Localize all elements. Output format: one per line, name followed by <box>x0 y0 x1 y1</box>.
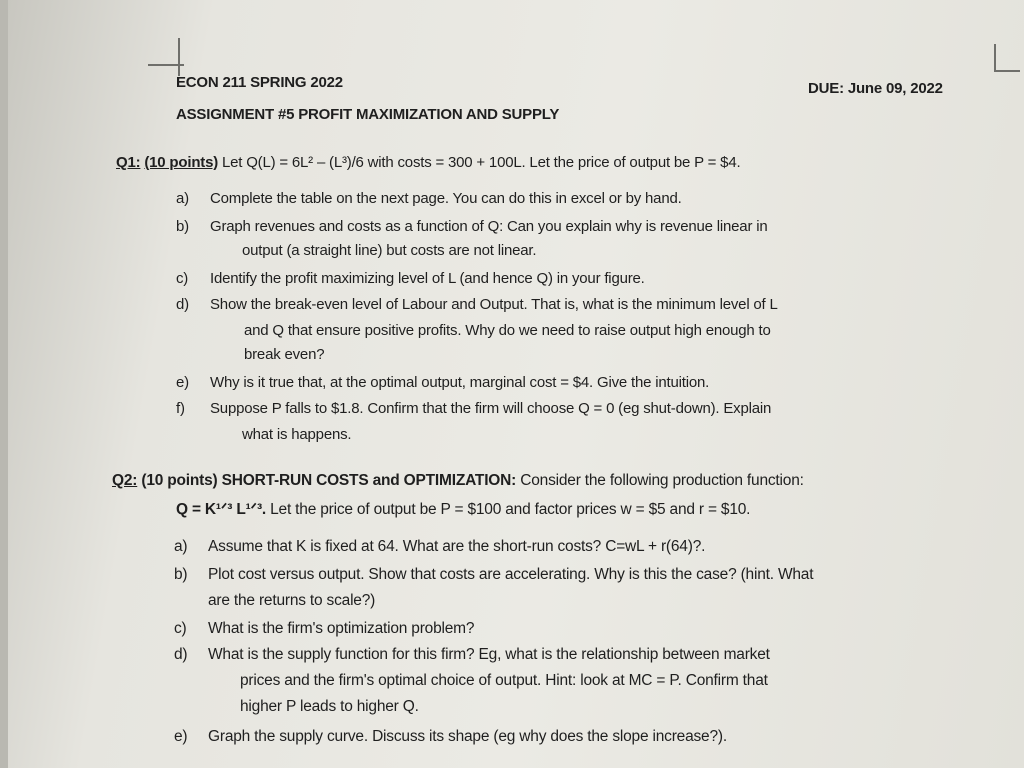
q1-item-text: Why is it true that, at the optimal output, marginal cost = $4. Give the intuition. <box>210 374 710 391</box>
q1-item-d-line2: and Q that ensure positive profits. Why do we need to raise output high enough to <box>244 322 771 339</box>
course-title: ECON 211 SPRING 2022 <box>176 74 343 91</box>
q1-item-a <box>176 190 682 207</box>
q1-item-text: Graph revenues and costs as a function of Q: Can you explain why is revenue linear in <box>210 218 768 235</box>
q1-item-label: e) <box>176 374 189 391</box>
q2-title: (10 points) SHORT-RUN COSTS and OPTIMIZATION: <box>141 472 517 489</box>
q2-item-d-line2: prices and the firm's optimal choice of output. Hint: look at MC = P. Confirm that <box>240 672 768 689</box>
crop-mark-right-horizontal <box>994 70 1020 72</box>
q1-item-label: a) <box>176 190 189 207</box>
q2-title-rest: Consider the following production function: <box>520 472 804 489</box>
due-date: DUE: June 09, 2022 <box>808 80 943 97</box>
q2-formula-rest: Let the price of output be P = $100 and factor prices w = $5 and r = $10. <box>270 501 751 518</box>
q1-item-text: Complete the table on the next page. You can do this in excel or by hand. <box>210 190 682 207</box>
q2-item-a <box>174 538 705 556</box>
q1-points: (10 points) <box>144 154 219 171</box>
q1-item-text: Show the break-even level of Labour and Output. That is, what is the minimum level of L <box>210 296 778 313</box>
q2-item-text: Plot cost versus output. Show that costs are accelerating. Why is this the case? (hint. What <box>208 566 814 583</box>
document-page <box>8 0 1024 768</box>
q1-item-c <box>176 270 645 287</box>
q2-item-label: a) <box>174 538 188 555</box>
q2-item-label: e) <box>174 728 188 745</box>
q2-item-c <box>174 620 474 638</box>
assignment-title: ASSIGNMENT #5 PROFIT MAXIMIZATION AND SUPPLY <box>176 106 560 123</box>
q1-item-label: b) <box>176 218 189 235</box>
q2-item-b-line2: are the returns to scale?) <box>208 592 376 609</box>
q1-item-f <box>176 400 771 417</box>
q2-label: Q2: <box>112 472 138 489</box>
q2-heading <box>112 472 804 490</box>
q2-formula-line <box>176 500 750 519</box>
q2-item-text: Graph the supply curve. Discuss its shape (eg why does the slope increase?). <box>208 728 727 745</box>
q2-item-label: b) <box>174 566 188 583</box>
q1-item-label: f) <box>176 400 185 417</box>
crop-mark-right-vertical <box>994 44 996 72</box>
q1-item-b-line2: output (a straight line) but costs are not linear. <box>242 242 537 259</box>
q2-item-text: What is the firm's optimization problem? <box>208 620 475 637</box>
q2-item-d-line3: higher P leads to higher Q. <box>240 698 419 715</box>
q2-item-text: What is the supply function for this firm? Eg, what is the relationship between market <box>208 646 770 663</box>
q1-item-text: Identify the profit maximizing level of L (and hence Q) in your figure. <box>210 270 645 287</box>
q1-label: Q1: <box>116 154 141 171</box>
q2-item-e <box>174 728 727 746</box>
q2-item-b <box>174 566 813 584</box>
q2-formula: Q = K¹ᐟ³ L¹ᐟ³. <box>176 501 267 518</box>
crop-mark-vertical <box>178 38 180 76</box>
q1-item-d <box>176 296 778 313</box>
q2-item-label: d) <box>174 646 188 663</box>
q1-item-b <box>176 218 768 235</box>
q1-item-d-line3: break even? <box>244 346 325 363</box>
q2-item-label: c) <box>174 620 187 637</box>
q1-item-label: c) <box>176 270 189 287</box>
crop-mark-horizontal <box>148 64 184 66</box>
q1-item-text: Suppose P falls to $1.8. Confirm that the firm will choose Q = 0 (eg shut-down). Explain <box>210 400 772 417</box>
q1-item-label: d) <box>176 296 189 313</box>
q1-item-e <box>176 374 709 391</box>
q1-heading <box>116 154 740 171</box>
q2-item-text: Assume that K is fixed at 64. What are the short-run costs? C=wL + r(64)?. <box>208 538 706 555</box>
q1-item-f-line2: what is happens. <box>242 426 352 443</box>
q2-item-d <box>174 646 770 664</box>
q1-intro: Let Q(L) = 6L² – (L³)/6 with costs = 300 + 100L. Let the price of output be P = $4. <box>221 154 741 171</box>
